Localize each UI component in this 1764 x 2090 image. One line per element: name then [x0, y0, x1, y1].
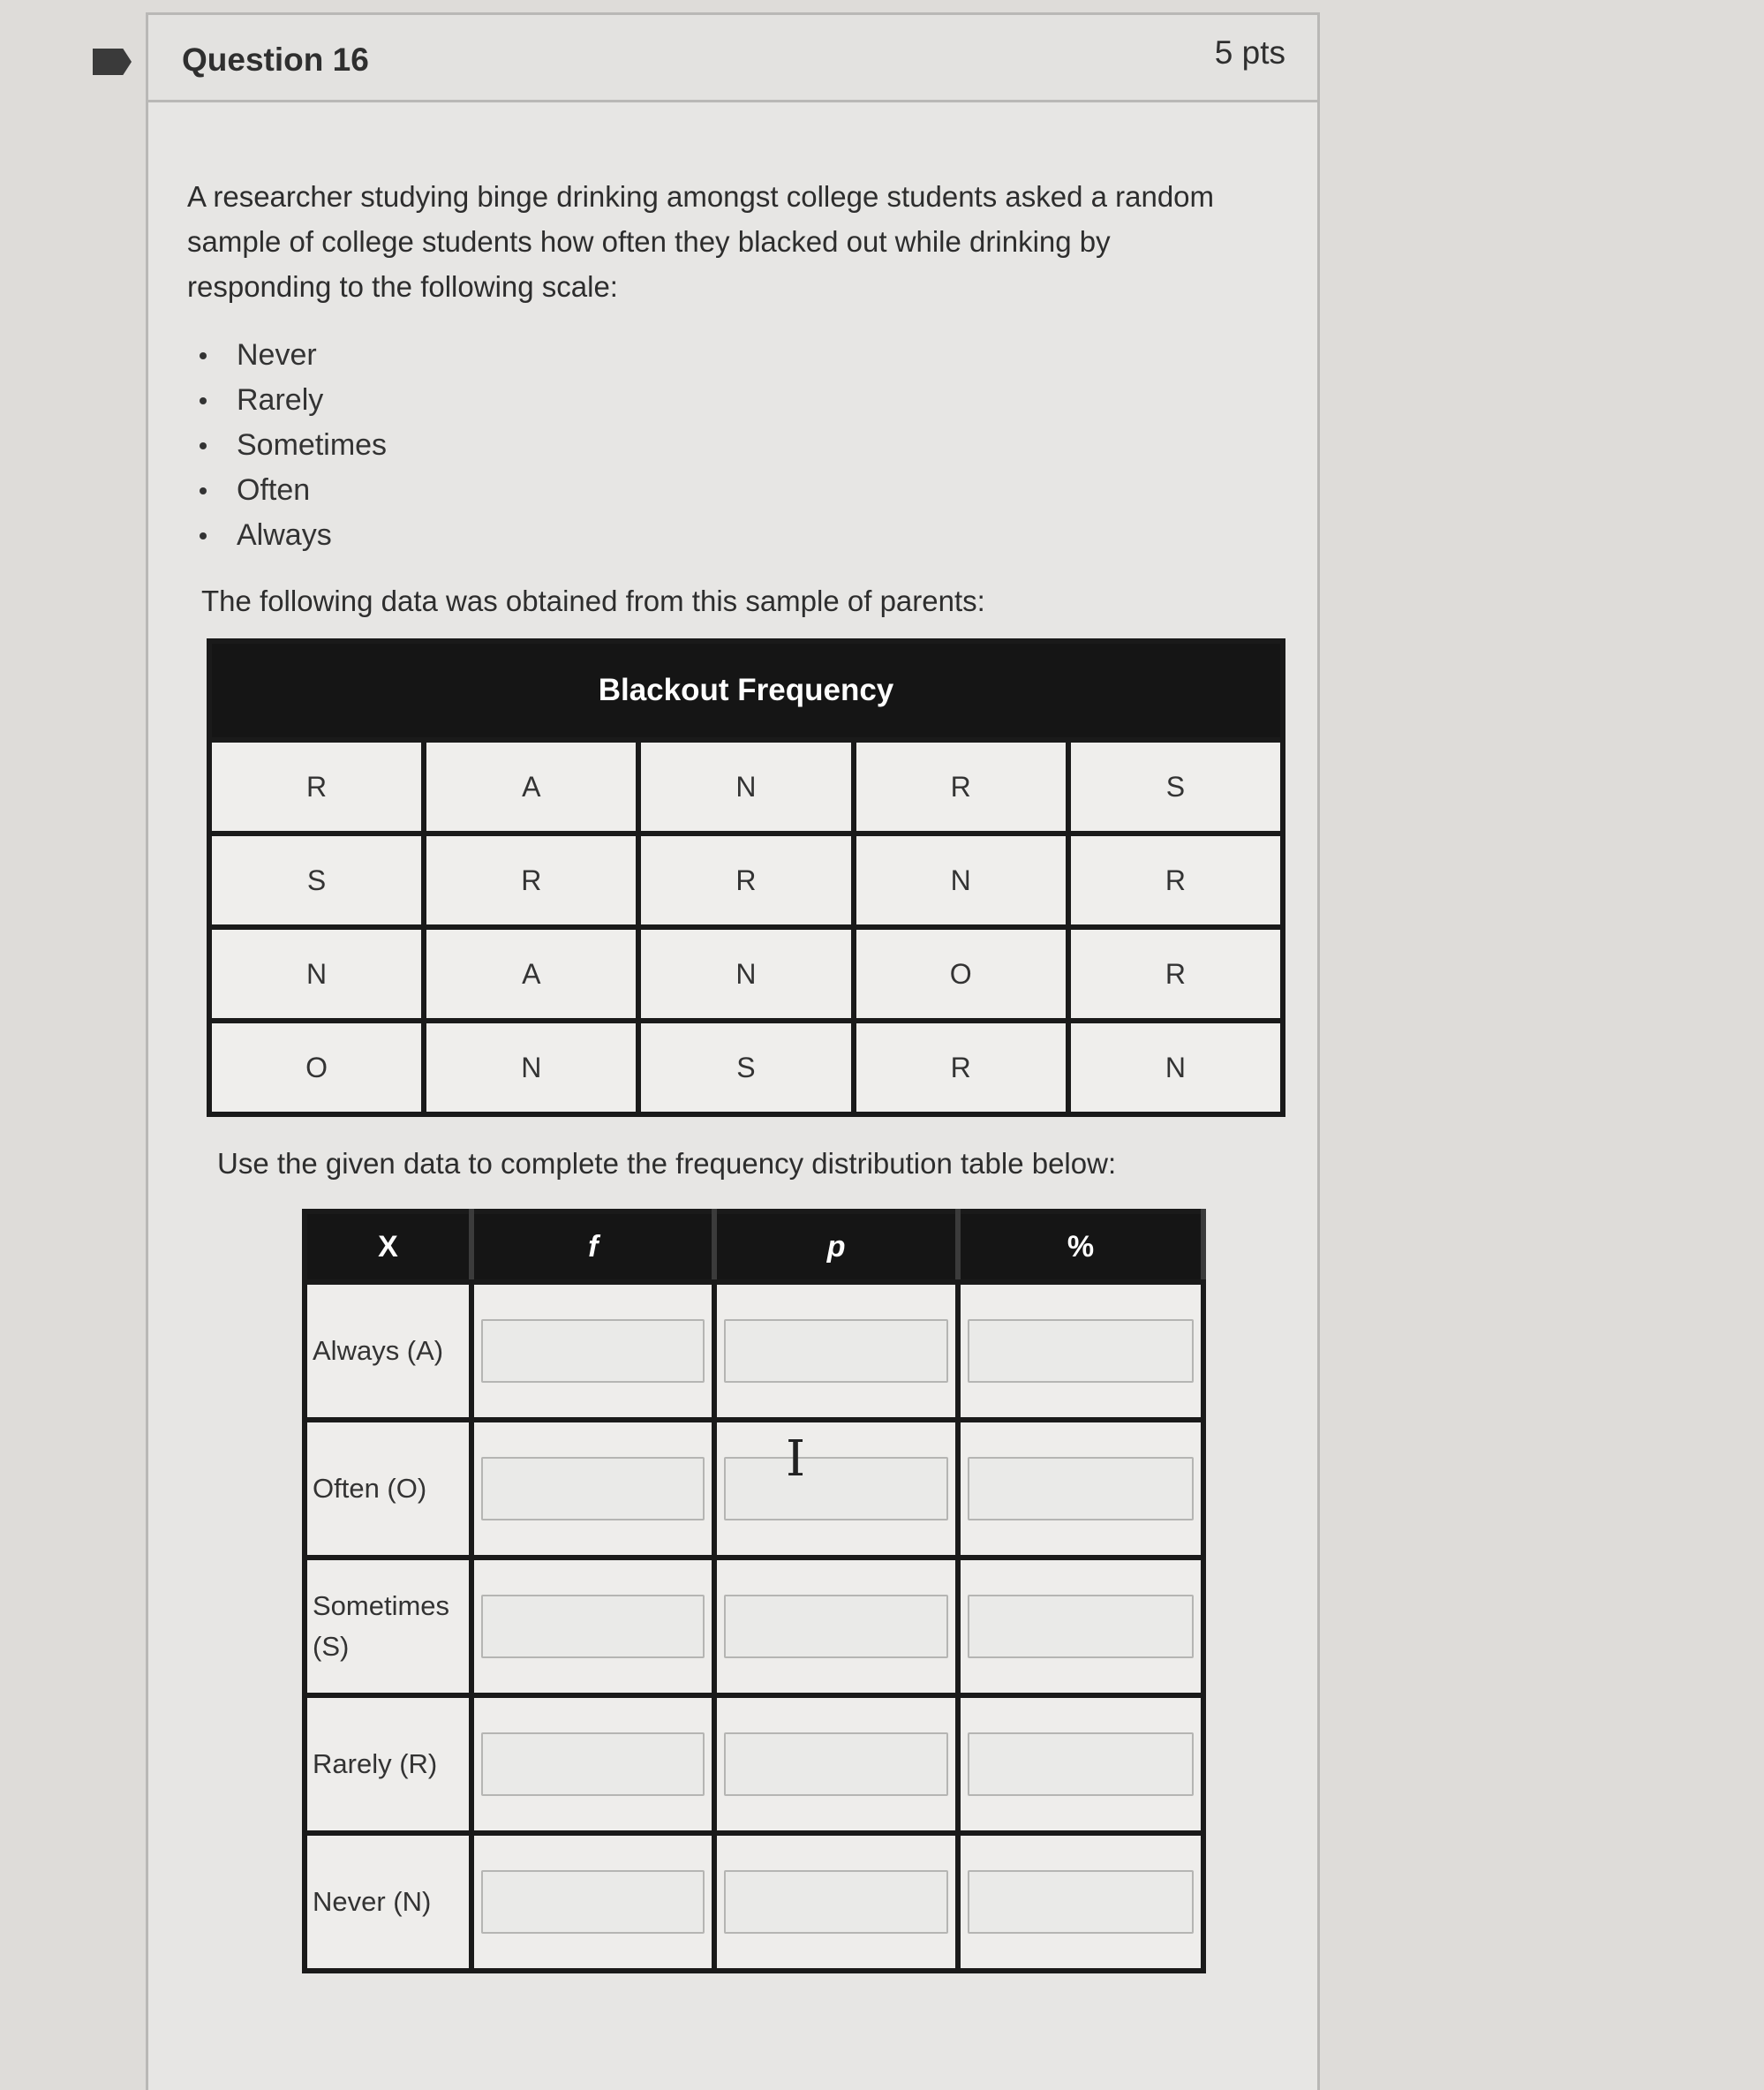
table-cell: R [1068, 834, 1283, 927]
table-cell: O [209, 1021, 424, 1114]
scale-list [192, 333, 387, 558]
row-label: Often (O) [305, 1420, 471, 1558]
row-label: Rarely (R) [305, 1695, 471, 1833]
row-label: Never (N) [305, 1833, 471, 1971]
table-cell: N [424, 1021, 638, 1114]
header-p: p [714, 1211, 957, 1282]
often-percent-input[interactable] [968, 1457, 1194, 1520]
often-p-input[interactable] [724, 1457, 947, 1520]
table-cell: R [209, 740, 424, 834]
table-cell: S [1068, 740, 1283, 834]
table-cell: A [424, 740, 638, 834]
table-cell: N [1068, 1021, 1283, 1114]
table-row [209, 1021, 1283, 1114]
header-x: X [305, 1211, 471, 1282]
table-cell: O [854, 927, 1068, 1021]
list-item: Sometimes [192, 423, 387, 468]
row-label: Sometimes (S) [305, 1558, 471, 1695]
rarely-f-input[interactable] [481, 1732, 705, 1796]
question-prompt: A researcher studying binge drinking amongst college students asked a random sample of college students how often they blacked out while drinking by responding to the following scale: [187, 180, 1215, 303]
table-row [305, 1833, 1203, 1971]
rarely-percent-input[interactable] [968, 1732, 1194, 1796]
never-percent-input[interactable] [968, 1870, 1194, 1934]
table-row [305, 1558, 1203, 1695]
blackout-frequency-table [207, 638, 1285, 1117]
table-cell: A [424, 927, 638, 1021]
table-row [305, 1420, 1203, 1558]
table-cell: R [638, 834, 853, 927]
table-row [209, 834, 1283, 927]
sometimes-f-input[interactable] [481, 1595, 705, 1658]
table-title: Blackout Frequency [209, 641, 1283, 740]
table-row [305, 1695, 1203, 1833]
header-percent: % [958, 1211, 1203, 1282]
always-f-input[interactable] [481, 1319, 705, 1383]
question-card [146, 12, 1320, 2090]
table-cell: N [854, 834, 1068, 927]
table-cell: R [424, 834, 638, 927]
sometimes-percent-input[interactable] [968, 1595, 1194, 1658]
question-title: Question 16 [182, 41, 369, 78]
always-percent-input[interactable] [968, 1319, 1194, 1383]
data-intro: The following data was obtained from this sample of parents: [201, 585, 985, 617]
table-cell: R [854, 1021, 1068, 1114]
always-p-input[interactable] [724, 1319, 947, 1383]
frequency-distribution-table [302, 1209, 1206, 1973]
table-row [305, 1282, 1203, 1420]
list-item: Often [192, 468, 387, 513]
rarely-p-input[interactable] [724, 1732, 947, 1796]
question-header [148, 15, 1317, 102]
never-p-input[interactable] [724, 1870, 947, 1934]
table-intro: Use the given data to complete the frequency distribution table below: [217, 1147, 1117, 1180]
table-cell: R [1068, 927, 1283, 1021]
header-f: f [471, 1211, 714, 1282]
table-header-row [305, 1211, 1203, 1282]
text-cursor-icon: I [786, 1430, 806, 1488]
table-row [209, 740, 1283, 834]
question-points: 5 pts [1214, 34, 1285, 71]
row-label: Always (A) [305, 1282, 471, 1420]
table-cell: N [638, 740, 853, 834]
list-item: Always [192, 513, 387, 558]
sometimes-p-input[interactable] [724, 1595, 947, 1658]
list-item: Rarely [192, 378, 387, 423]
table-cell: S [638, 1021, 853, 1114]
table-cell: S [209, 834, 424, 927]
table-row [209, 927, 1283, 1021]
table-cell: R [854, 740, 1068, 834]
table-cell: N [638, 927, 853, 1021]
often-f-input[interactable] [481, 1457, 705, 1520]
never-f-input[interactable] [481, 1870, 705, 1934]
table-cell: N [209, 927, 424, 1021]
bookmark-icon[interactable] [93, 49, 132, 75]
list-item: Never [192, 333, 387, 378]
